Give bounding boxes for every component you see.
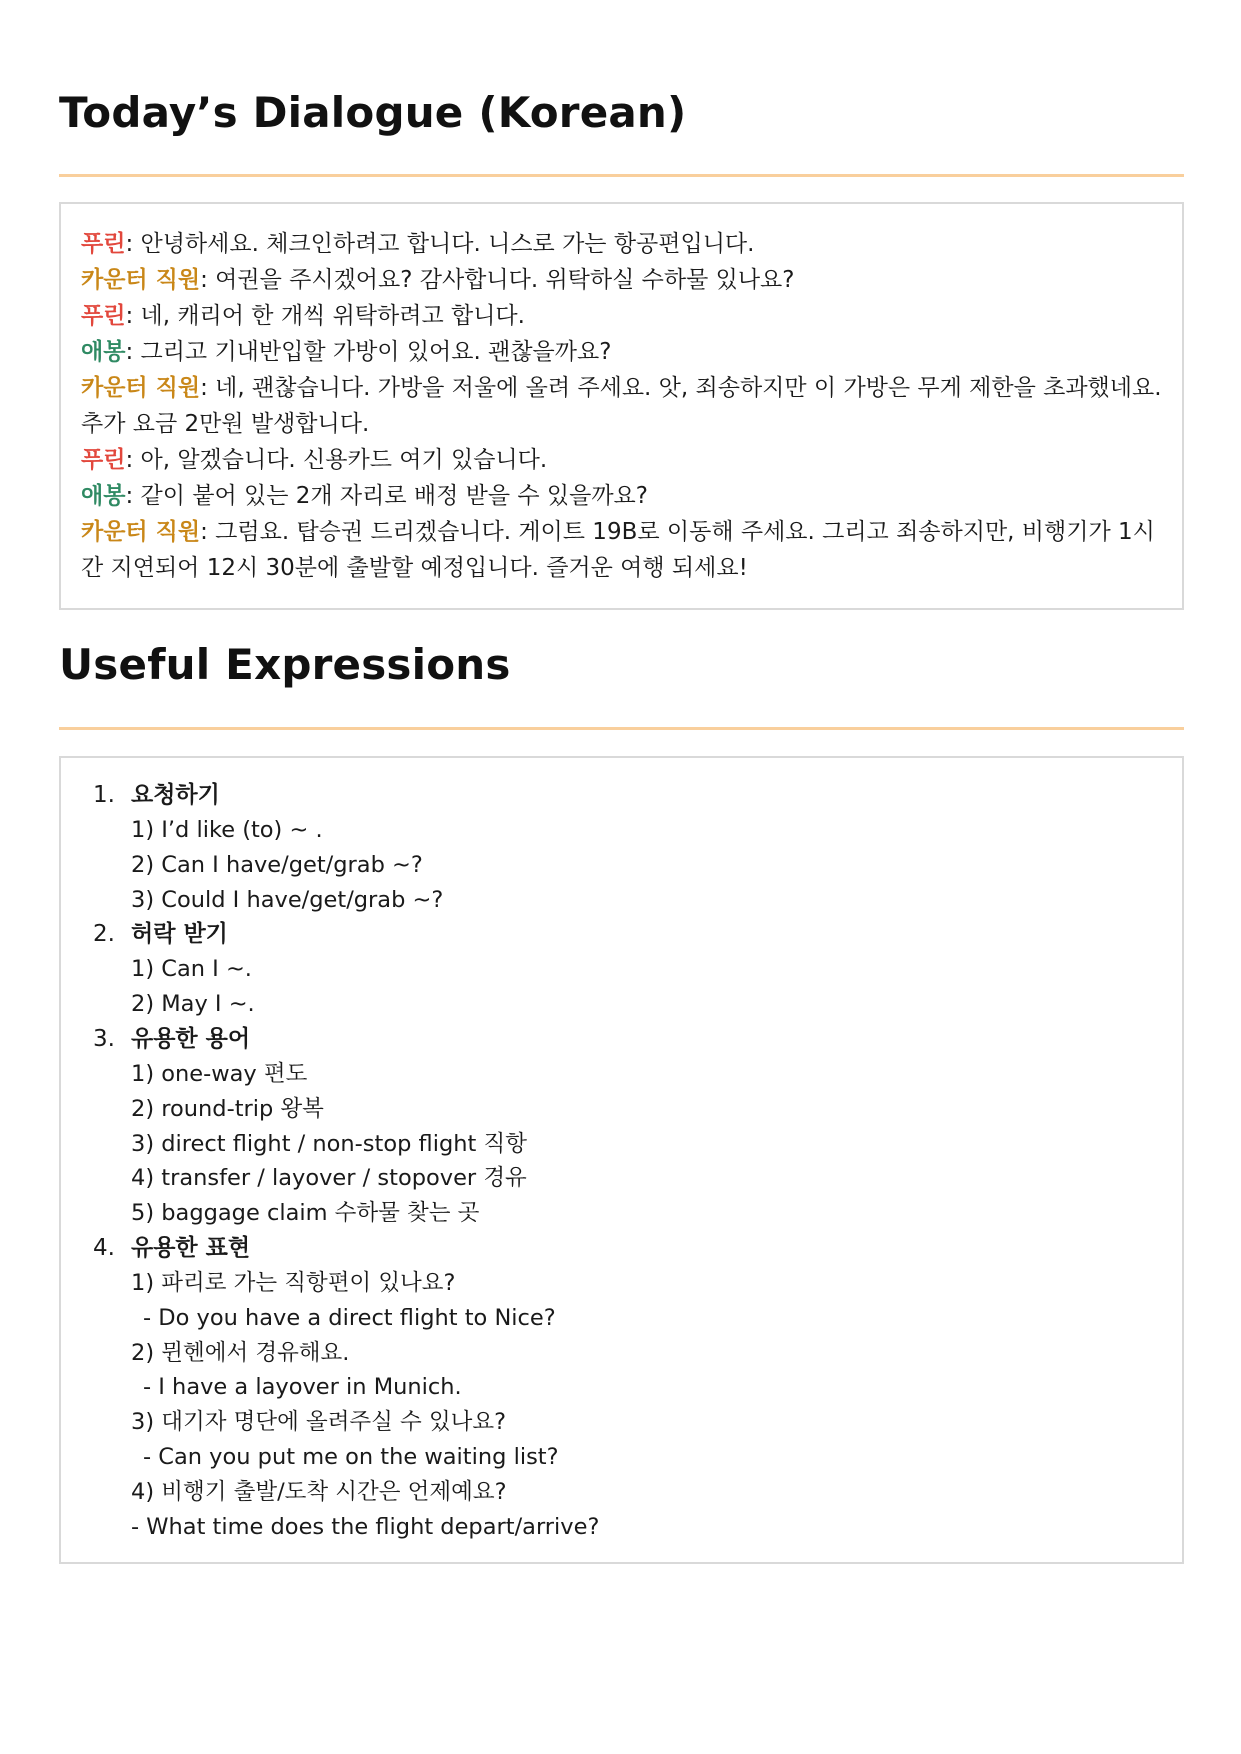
speaker-name: 푸린 — [81, 447, 126, 473]
expression-line: 3) direct flight / non-stop flight 직항 — [131, 1130, 527, 1157]
dialogue-text: : 아, 알겠습니다. 신용카드 여기 있습니다. — [125, 447, 548, 473]
expression-line: 3) 대기자 명단에 올려주실 수 있나요? — [131, 1409, 507, 1436]
expressions-title: Useful Expressions — [59, 640, 511, 689]
expression-item — [93, 1231, 1162, 1266]
expression-line: 2) May I ~. — [131, 991, 255, 1018]
dialogue-text: : 그럼요. 탑승권 드리겠습니다. 게이트 19B로 이동해 주세요. 그리고 죄송하지만, 비행기가 1시간 지연되어 12시 30분에 출발할 예정입니다. 즐거운 여행 되세요! — [81, 519, 1155, 581]
expression-item — [93, 778, 1162, 813]
dialogue-line — [81, 478, 1162, 514]
item-number: 2. — [93, 921, 115, 948]
speaker-name: 애봉 — [81, 339, 126, 365]
dialogue-text: : 네, 캐리어 한 개씩 위탁하려고 합니다. — [125, 303, 525, 329]
expression-line: 1) one-way 편도 — [131, 1060, 308, 1087]
dialogue-text: : 같이 붙어 있는 2개 자리로 배정 받을 수 있을까요? — [125, 483, 648, 509]
item-heading: 유용한 용어 — [131, 1025, 251, 1052]
dialogue-text: : 여권을 주시겠어요? 감사합니다. 위탁하실 수하물 있나요? — [200, 267, 795, 293]
expression-translation: - Can you put me on the waiting list? — [143, 1443, 559, 1470]
expression-line: 1) Can I ~. — [131, 956, 252, 983]
expression-translation: - Do you have a direct flight to Nice? — [143, 1304, 556, 1331]
dialogue-line — [81, 262, 1162, 298]
expression-line: 5) baggage claim 수하물 찾는 곳 — [131, 1200, 480, 1227]
item-heading: 유용한 표현 — [131, 1234, 251, 1261]
item-number: 3. — [93, 1025, 115, 1052]
expression-translation: - I have a layover in Munich. — [143, 1374, 462, 1401]
expressions-divider — [59, 727, 1184, 730]
expression-line: 2) 뮌헨에서 경유해요. — [131, 1339, 350, 1366]
item-number: 1. — [93, 782, 115, 808]
dialogue-line — [81, 226, 1162, 262]
speaker-name: 푸린 — [81, 303, 126, 329]
speaker-name: 푸린 — [81, 231, 126, 257]
dialogue-text: : 안녕하세요. 체크인하려고 합니다. 니스로 가는 항공편입니다. — [125, 231, 755, 257]
item-heading: 허락 받기 — [131, 921, 228, 948]
expression-line: 2) round-trip 왕복 — [131, 1095, 324, 1122]
item-number: 4. — [93, 1234, 115, 1261]
dialogue-line — [81, 514, 1162, 586]
expression-item — [93, 1022, 1162, 1057]
dialogue-box — [59, 202, 1184, 610]
dialogue-line — [81, 370, 1162, 442]
expression-line: 3) Could I have/get/grab ~? — [131, 886, 444, 913]
expression-line: 4) 비행기 출발/도착 시간은 언제예요? — [131, 1478, 507, 1505]
expressions-box — [59, 756, 1184, 1564]
expression-line: 4) transfer / layover / stopover 경유 — [131, 1165, 527, 1192]
expression-line: 2) Can I have/get/grab ~? — [131, 851, 423, 878]
dialogue-text: : 그리고 기내반입할 가방이 있어요. 괜찮을까요? — [125, 339, 612, 365]
expression-translation: - What time does the flight depart/arrive? — [131, 1513, 600, 1540]
dialogue-line — [81, 334, 1162, 370]
speaker-name: 카운터 직원 — [81, 267, 201, 293]
dialogue-divider — [59, 174, 1184, 177]
item-heading: 요청하기 — [131, 782, 220, 808]
expression-line: 1) 파리로 가는 직항편이 있나요? — [131, 1269, 456, 1296]
dialogue-line — [81, 442, 1162, 478]
dialogue-line — [81, 298, 1162, 334]
dialogue-title: Today’s Dialogue (Korean) — [59, 88, 687, 137]
expression-line: 1) I’d like (to) ~ . — [131, 817, 323, 843]
speaker-name: 애봉 — [81, 483, 126, 509]
speaker-name: 카운터 직원 — [81, 375, 201, 401]
speaker-name: 카운터 직원 — [81, 519, 201, 545]
expression-item — [93, 917, 1162, 952]
dialogue-text: : 네, 괜찮습니다. 가방을 저울에 올려 주세요. 앗, 죄송하지만 이 가방은 무게 제한을 초과했네요. 추가 요금 2만원 발생합니다. — [81, 375, 1162, 437]
